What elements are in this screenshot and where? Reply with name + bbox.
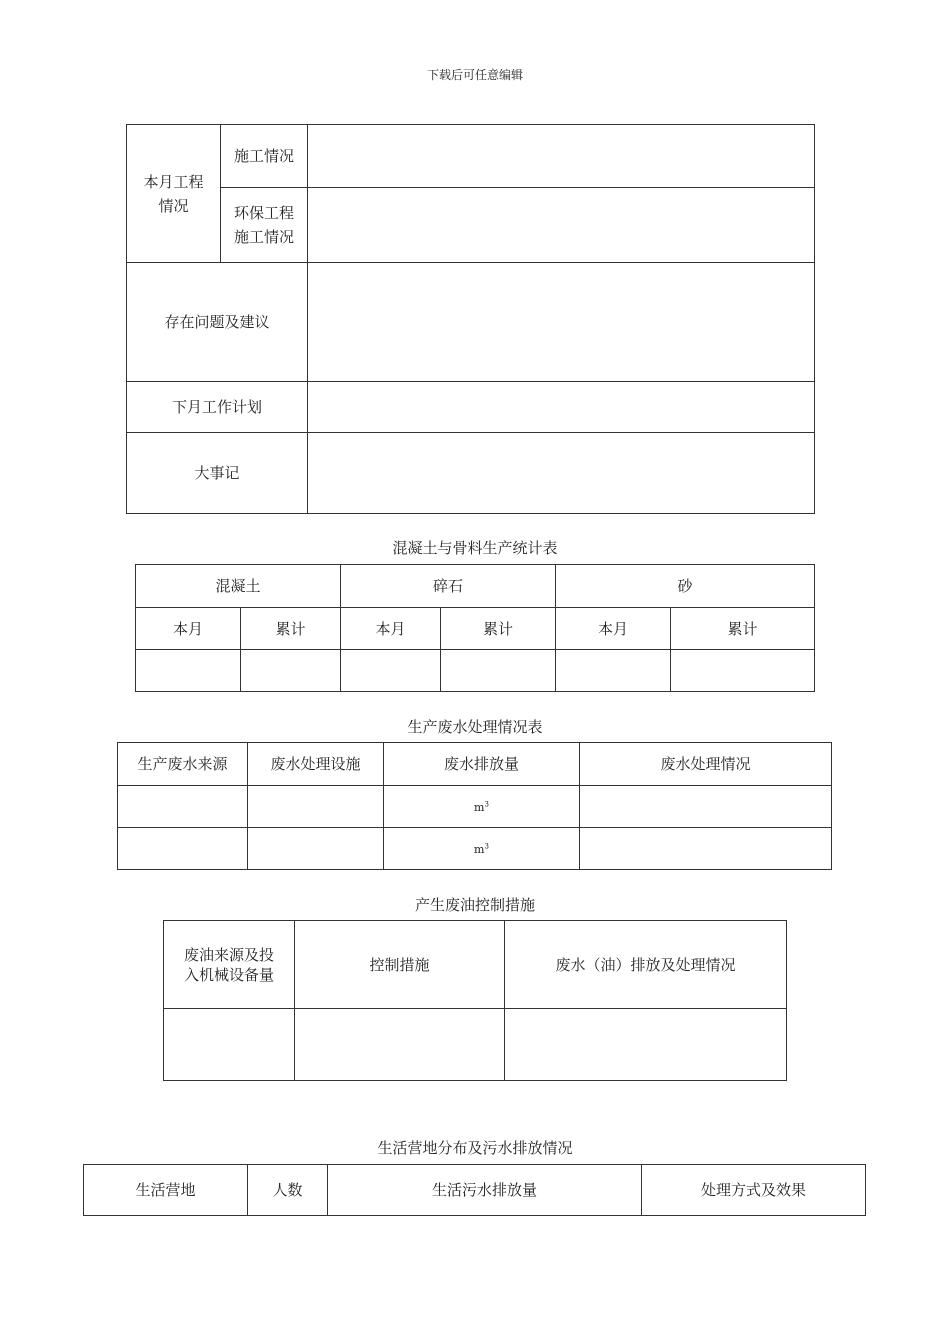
concrete-this-month-cell[interactable] (136, 650, 241, 692)
wastewater-treatment-header: 废水处理情况 (580, 743, 832, 786)
problems-label: 存在问题及建议 (127, 263, 308, 382)
next-plan-label: 下月工作计划 (127, 382, 308, 433)
monthly-project-label: 本月工程情况 (127, 125, 221, 263)
concrete-cumulative-cell[interactable] (241, 650, 341, 692)
production-stats-title: 混凝土与骨料生产统计表 (392, 539, 558, 557)
wastewater-facility-cell[interactable] (248, 828, 384, 870)
sand-this-month-header: 本月 (556, 608, 671, 650)
headcount-header: 人数 (248, 1165, 328, 1216)
concrete-header: 混凝土 (136, 565, 341, 608)
wastewater-treatment-cell[interactable] (580, 786, 832, 828)
gravel-header: 碎石 (341, 565, 556, 608)
concrete-cumulative-header: 累计 (241, 608, 341, 650)
wastewater-source-cell[interactable] (118, 828, 248, 870)
header-note: 下载后可任意编辑 (426, 68, 523, 82)
construction-value-cell[interactable] (308, 125, 815, 188)
cubic-meter-unit: $m^3$ (474, 842, 489, 857)
gravel-cumulative-header: 累计 (441, 608, 556, 650)
wastewater-volume-cell[interactable] (384, 786, 580, 828)
sand-cumulative-header: 累计 (671, 608, 815, 650)
cubic-meter-unit: $m^3$ (474, 800, 489, 815)
gravel-this-month-cell[interactable] (341, 650, 441, 692)
wastewater-table (117, 742, 832, 870)
env-construction-value-cell[interactable] (308, 188, 815, 263)
events-label: 大事记 (127, 433, 308, 514)
wastewater-volume-header: 废水排放量 (384, 743, 580, 786)
wastewater-source-cell[interactable] (118, 786, 248, 828)
gravel-this-month-header: 本月 (341, 608, 441, 650)
camp-header: 生活营地 (84, 1165, 248, 1216)
wastewater-source-header: 生产废水来源 (118, 743, 248, 786)
production-stats-table (135, 564, 815, 692)
monthly-report-table (126, 124, 815, 514)
waste-oil-title: 产生废油控制措施 (414, 896, 535, 914)
camp-sewage-title: 生活营地分布及污水排放情况 (377, 1139, 573, 1157)
camp-sewage-table (83, 1164, 866, 1216)
control-measures-cell[interactable] (295, 1009, 505, 1081)
problems-value-cell[interactable] (308, 263, 815, 382)
discharge-treatment-cell[interactable] (505, 1009, 787, 1081)
discharge-treatment-header: 废水（油）排放及处理情况 (505, 921, 787, 1009)
control-measures-header: 控制措施 (295, 921, 505, 1009)
treatment-method-header: 处理方式及效果 (642, 1165, 866, 1216)
events-value-cell[interactable] (308, 433, 815, 514)
concrete-this-month-header: 本月 (136, 608, 241, 650)
env-construction-label: 环保工程施工情况 (221, 188, 308, 263)
sewage-volume-header: 生活污水排放量 (328, 1165, 642, 1216)
next-plan-value-cell[interactable] (308, 382, 815, 433)
sand-this-month-cell[interactable] (556, 650, 671, 692)
sand-header: 砂 (556, 565, 815, 608)
waste-oil-source-cell[interactable] (164, 1009, 295, 1081)
wastewater-volume-cell[interactable] (384, 828, 580, 870)
wastewater-treatment-cell[interactable] (580, 828, 832, 870)
sand-cumulative-cell[interactable] (671, 650, 815, 692)
waste-oil-table (163, 920, 787, 1081)
wastewater-title: 生产废水处理情况表 (407, 718, 543, 736)
gravel-cumulative-cell[interactable] (441, 650, 556, 692)
waste-oil-source-header: 废油来源及投入机械设备量 (164, 921, 295, 1009)
construction-label: 施工情况 (221, 125, 308, 188)
wastewater-facility-header: 废水处理设施 (248, 743, 384, 786)
wastewater-facility-cell[interactable] (248, 786, 384, 828)
